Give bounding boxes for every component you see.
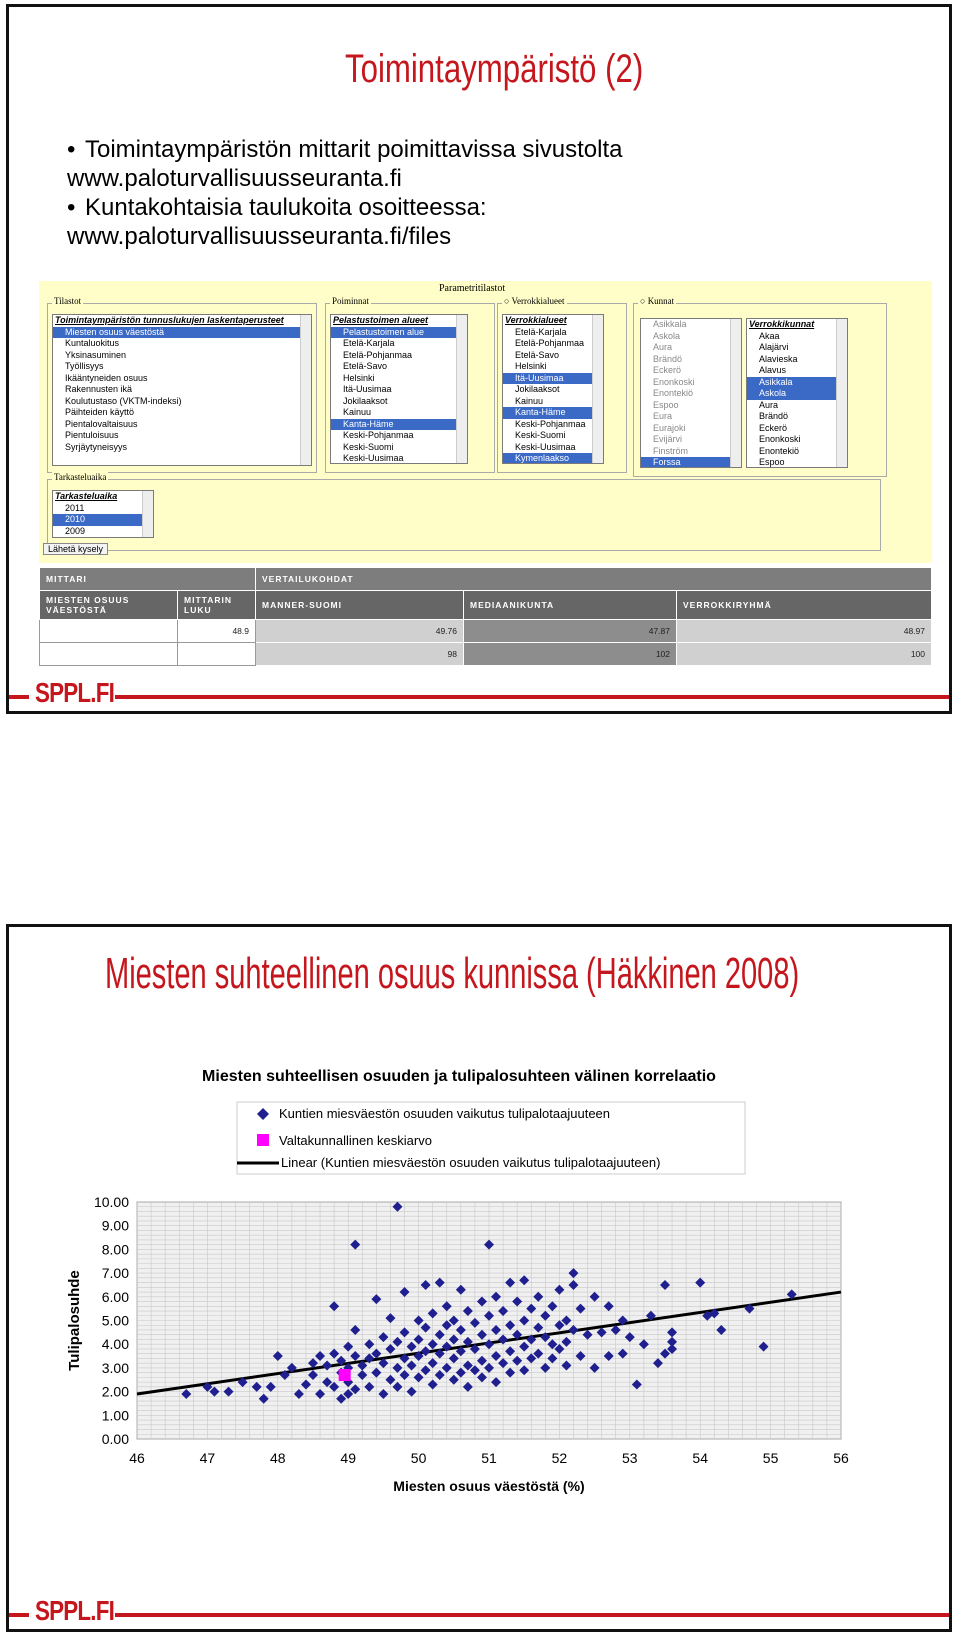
param-title: Parametritilastot [439,283,506,294]
x-tick-label: 53 [622,1450,638,1466]
sppl-logo: SPPL.FI [35,677,115,708]
cell-empty [178,643,256,666]
x-tick-label: 52 [551,1450,568,1466]
listbox-option[interactable]: Etelä-Savo [515,349,560,360]
slide-title: Toimintaympäristö (2) [345,47,644,91]
cell-value: 47.87 [464,620,677,643]
x-tick-label: 56 [833,1450,849,1466]
y-tick-label: 5.00 [101,1312,129,1329]
listbox-option[interactable]: Eura [653,411,673,421]
listbox-option[interactable]: Eckerö [653,365,682,375]
listbox-option[interactable]: Etelä-Pohjanmaa [515,338,585,348]
listbox-option[interactable]: Keski-Suomi [515,430,566,440]
y-tick-label: 2.00 [101,1383,129,1400]
x-tick-label: 49 [340,1450,356,1466]
kunnat-fieldset [633,296,887,477]
legend-marker-square [257,1134,269,1146]
cell-empty [40,620,178,643]
mittari-header: MITTARI [40,568,256,591]
listbox-option[interactable]: Itä-Uusimaa [343,384,392,394]
listbox-header: Tarkasteluaika [55,491,118,501]
tilastot-legend: Tilastot [54,296,82,306]
listbox-option[interactable]: Askola [747,388,847,400]
listbox-option[interactable]: Aura [653,342,673,352]
col-miesten: MIESTEN OSUUS VÄESTÖSTÄ [40,591,178,620]
listbox-option[interactable]: Pientalovaltaisuus [65,418,138,429]
listbox-header: Verrokkikunnat [749,319,815,329]
x-tick-label: 48 [270,1450,286,1466]
sppl-logo: SPPL.FI [35,1595,115,1626]
submit-button[interactable]: Lähetä kysely [43,543,108,555]
listbox-option[interactable]: Aura [759,399,779,410]
listbox-option[interactable]: Kainuu [343,407,372,417]
cell-value: 48.97 [677,620,932,643]
listbox-option[interactable]: Espoo [759,457,785,467]
listbox-option[interactable]: Helsinki [343,372,375,383]
listbox-option[interactable]: Kanta-Häme [503,407,603,419]
listbox-option[interactable]: Kuntaluokitus [65,338,120,348]
col-mittarin: MITTARIN LUKU [178,591,256,620]
listbox-option[interactable]: Pelastustoimen alue [331,327,467,339]
listbox-option[interactable]: Kymenlaakso [503,453,603,464]
listbox-option[interactable]: Keski-Pohjanmaa [515,418,586,429]
kunnat-listbox[interactable] [640,318,742,468]
tarkasteluaika-legend: Tarkasteluaika [54,472,107,482]
listbox-option[interactable]: Asikkala [653,319,687,329]
y-tick-label: 9.00 [101,1217,129,1234]
legend-label: Linear (Kuntien miesväestön osuuden vaikutus tulipalotaajuuteen) [281,1155,661,1170]
listbox-option[interactable]: Ikääntyneiden osuus [65,372,148,383]
kunnat-legend[interactable]: ○ Kunnat [640,296,675,306]
poiminnat-fieldset [325,296,495,473]
tilastot-listbox[interactable] [52,314,312,466]
listbox-option[interactable]: Keski-Pohjanmaa [343,430,414,440]
slide-title: Miesten suhteellinen osuus kunnissa (Häkkinen 2008) [105,949,800,998]
y-tick-label: 0.00 [101,1431,129,1447]
bullet-item: • Kuntakohtaisia taulukoita osoitteessa: www.paloturvallisuusseuranta.fi/files [67,193,623,251]
tarkasteluaika-fieldset [47,472,881,551]
listbox-option[interactable]: Keski-Suomi [343,441,394,452]
parameter-panel [39,281,932,563]
listbox-option[interactable]: Alavieska [759,353,798,364]
bullet-list [67,135,623,251]
listbox-option[interactable]: Etelä-Karjala [515,326,567,337]
bullet-item: • Toimintaympäristön mittarit poimittavissa sivustolta www.paloturvallisuusseuranta.fi [67,135,623,193]
verrokkialueet-legend[interactable]: ○ Verrokkialueet [504,296,565,306]
listbox-option[interactable]: Rakennusten ikä [65,384,133,394]
legend-label: Kuntien miesväestön osuuden vaikutus tulipalotaajuuteen [279,1106,611,1121]
listbox-option[interactable]: Keski-Uusimaa [343,453,404,463]
listbox-option[interactable]: Alavus [759,365,787,375]
listbox-option[interactable]: Enonkoski [759,434,801,444]
y-tick-label: 3.00 [101,1359,129,1376]
x-axis-label: Miesten osuus väestöstä (%) [393,1478,585,1494]
listbox-option[interactable]: Alajärvi [759,342,789,352]
x-tick-label: 55 [762,1450,779,1466]
listbox-option[interactable]: 2009 [65,525,86,536]
x-tick-label: 54 [692,1450,708,1466]
cell-value: 98 [256,643,464,666]
listbox-option[interactable]: Askola [653,330,681,341]
listbox-header: Toimintaympäristön tunnuslukujen laskentaperusteet [55,315,284,325]
y-tick-label: 1.00 [101,1407,129,1424]
tilastot-fieldset [47,296,317,473]
cell-value: 48.9 [178,620,256,643]
results-table [39,567,932,666]
cell-value: 100 [677,643,932,666]
listbox-option[interactable]: Eurajoki [653,422,686,433]
x-tick-label: 50 [410,1450,427,1466]
y-tick-label: 7.00 [101,1265,129,1282]
listbox-option[interactable]: Kainuu [515,395,544,406]
listbox-option[interactable]: Finström [653,445,689,456]
col-median: MEDIAANIKUNTA [464,591,677,620]
verrokkikunnat-listbox[interactable] [746,318,848,468]
embedded-screenshot [39,281,932,683]
y-tick-label: 8.00 [101,1241,129,1258]
listbox-option[interactable]: Etelä-Pohjanmaa [343,349,413,360]
x-tick-label: 46 [129,1450,145,1466]
listbox-option[interactable]: 2010 [53,514,153,526]
listbox-option[interactable]: Asikkala [747,377,847,389]
legend-label: Valtakunnallinen keskiarvo [279,1133,432,1148]
listbox-option[interactable]: Espoo [653,399,679,410]
verrokkialueet-listbox[interactable] [502,314,604,464]
listbox-option[interactable]: Enontekiö [653,388,694,398]
col-verrokki: VERROKKIRYHMÄ [677,591,932,620]
x-tick-label: 51 [481,1450,497,1466]
col-manner: MANNER-SUOMI [256,591,464,620]
listbox-option[interactable]: Eckerö [759,422,788,433]
y-tick-label: 6.00 [101,1288,129,1305]
average-point [339,1369,351,1381]
slide-2 [6,924,952,1632]
listbox-option[interactable]: Koulutustaso (VKTM-indeksi) [65,395,182,406]
listbox-option[interactable]: Päihteiden käyttö [65,407,135,417]
cell-value: 102 [464,643,677,666]
slide-1 [6,4,952,714]
listbox-option[interactable]: Enonkoski [653,376,695,387]
listbox-option[interactable]: Evijärvi [653,434,683,444]
slide-footer [9,1595,949,1629]
tarkasteluaika-listbox[interactable] [52,490,154,538]
listbox-option[interactable]: Yksinasuminen [65,349,127,360]
results-table-wrap [39,567,932,666]
listbox-option[interactable]: 2011 [65,502,85,513]
poiminnat-listbox[interactable] [330,314,468,464]
listbox-header: Verrokkialueet [505,315,567,325]
slide-footer [9,677,949,711]
listbox-option[interactable]: Akaa [759,330,780,341]
x-tick-label: 47 [199,1450,216,1466]
listbox-option[interactable]: Itä-Uusimaa [503,373,603,385]
y-tick-label: 4.00 [101,1336,129,1353]
cell-empty [40,643,178,666]
listbox-option[interactable]: Jokilaaksot [343,395,388,406]
chart-title: Miesten suhteellisen osuuden ja tulipalosuhteen välinen korrelaatio [202,1068,716,1085]
poiminnat-legend: Poiminnat [332,296,370,306]
y-tick-label: 10.00 [93,1194,129,1210]
listbox-option[interactable]: Brändö [759,411,789,421]
listbox-option[interactable]: Etelä-Karjala [343,338,395,348]
listbox-option[interactable]: Etelä-Savo [343,361,388,371]
listbox-option[interactable]: Syrjäytyneisyys [65,441,128,452]
vertailukohdat-header: VERTAILUKOHDAT [256,568,932,591]
y-axis-label: Tulipalosuhde [66,1270,83,1371]
listbox-option[interactable]: Brändö [653,353,683,364]
listbox-option[interactable]: Pientuloisuus [65,430,119,440]
listbox-option[interactable]: Keski-Uusimaa [515,441,576,452]
verrokkialueet-fieldset [497,296,627,473]
cell-value: 49.76 [256,620,464,643]
listbox-option[interactable]: Forssa [641,457,741,468]
listbox-option[interactable]: Työllisyys [65,361,104,371]
listbox-option[interactable]: Kanta-Häme [331,419,467,431]
listbox-option[interactable]: Enontekiö [759,445,800,456]
listbox-option[interactable]: Jokilaaksot [515,384,560,394]
listbox-option[interactable]: Helsinki [515,361,547,371]
listbox-header: Pelastustoimen alueet [333,315,429,325]
scatter-chart [9,987,949,1627]
listbox-option[interactable]: Miesten osuus väestöstä [53,327,311,339]
